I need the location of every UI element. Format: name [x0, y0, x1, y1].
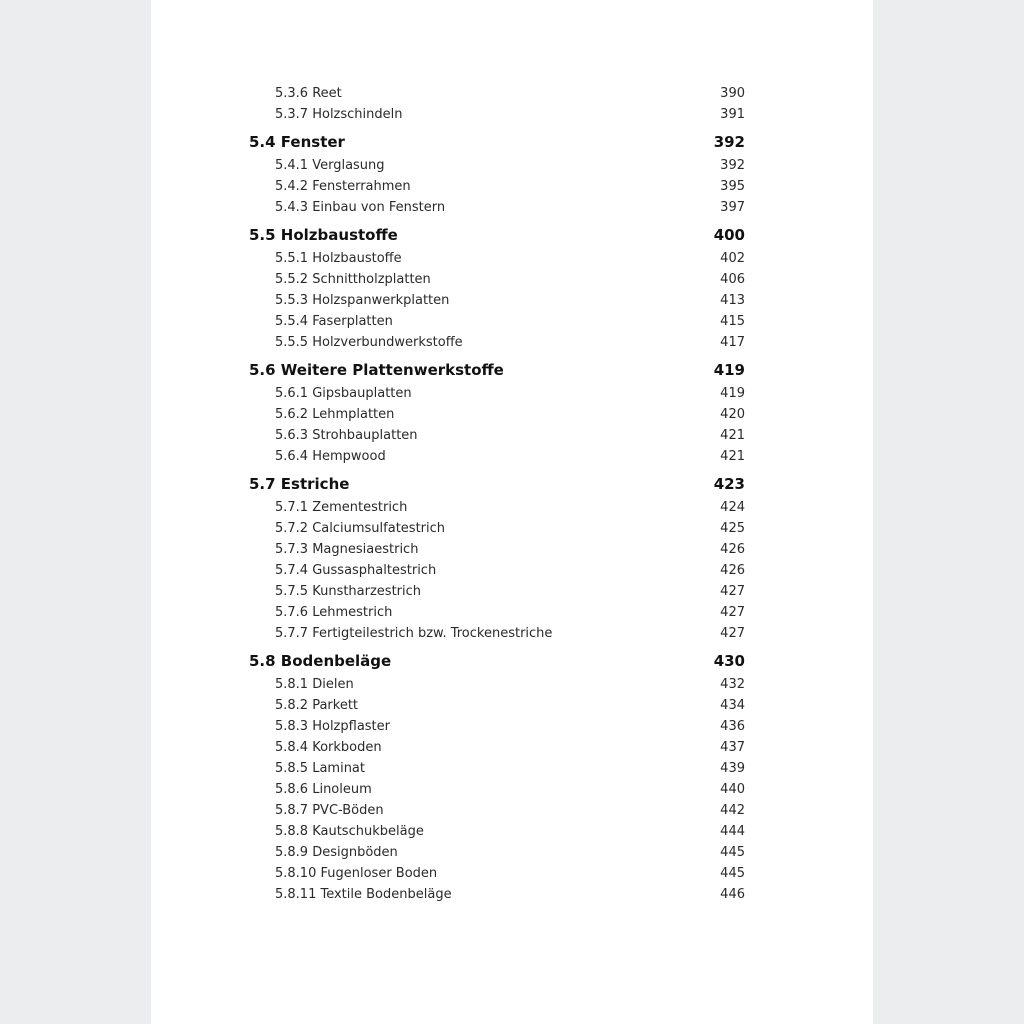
page-number: 436	[720, 719, 745, 734]
toc-entry	[249, 404, 745, 425]
entry-label: 5.8.10 Fugenloser Boden	[275, 866, 438, 881]
toc-section-heading	[249, 472, 745, 496]
entry-label: 5.4.1 Verglasung	[275, 158, 385, 173]
page-number: 427	[720, 626, 745, 641]
page-number: 434	[720, 698, 745, 713]
entry-label: 5.8.9 Designböden	[275, 845, 398, 860]
entry-label: 5.8.1 Dielen	[275, 677, 354, 692]
section-title: 5.6 Weitere Plattenwerkstoffe	[249, 361, 504, 379]
entry-label: 5.6.4 Hempwood	[275, 449, 386, 464]
page-number: 426	[720, 542, 745, 557]
toc-entry	[249, 884, 745, 905]
page-number: 421	[720, 449, 745, 464]
page-number: 439	[720, 761, 745, 776]
toc-entry	[249, 560, 745, 581]
page-number: 413	[720, 293, 745, 308]
entry-label: 5.5.3 Holzspanwerkplatten	[275, 293, 450, 308]
toc-entry	[249, 623, 745, 644]
page-number: 446	[720, 887, 745, 902]
page-number: 395	[720, 179, 745, 194]
entry-label: 5.7.7 Fertigteilestrich bzw. Trockenestriche	[275, 626, 553, 641]
toc-entry	[249, 83, 745, 104]
page-number: 442	[720, 803, 745, 818]
page-number: 421	[720, 428, 745, 443]
toc-entry	[249, 758, 745, 779]
toc-entry	[249, 104, 745, 125]
toc-entry	[249, 779, 745, 800]
entry-label: 5.8.3 Holzpflaster	[275, 719, 390, 734]
entry-label: 5.4.2 Fensterrahmen	[275, 179, 411, 194]
entry-label: 5.8.2 Parkett	[275, 698, 359, 713]
entry-label: 5.5.2 Schnittholzplatten	[275, 272, 431, 287]
page-number: 427	[720, 584, 745, 599]
toc-entry	[249, 197, 745, 218]
toc-entry	[249, 539, 745, 560]
toc-entry	[249, 695, 745, 716]
page-number: 432	[720, 677, 745, 692]
entry-label: 5.5.5 Holzverbundwerkstoffe	[275, 335, 463, 350]
entry-label: 5.3.6 Reet	[275, 86, 342, 101]
toc-entry	[249, 176, 745, 197]
entry-label: 5.8.6 Linoleum	[275, 782, 372, 797]
toc-section-heading	[249, 223, 745, 247]
toc-entry	[249, 581, 745, 602]
toc-entry	[249, 518, 745, 539]
entry-label: 5.7.4 Gussasphaltestrich	[275, 563, 437, 578]
page-number: 427	[720, 605, 745, 620]
toc-entry	[249, 248, 745, 269]
toc-section-heading	[249, 358, 745, 382]
page-number: 400	[713, 226, 745, 244]
toc-entry	[249, 674, 745, 695]
entry-label: 5.8.7 PVC-Böden	[275, 803, 384, 818]
toc-entry	[249, 311, 745, 332]
section-title: 5.5 Holzbaustoffe	[249, 226, 398, 244]
page-number: 430	[713, 652, 745, 670]
page-number: 391	[720, 107, 745, 122]
entry-label: 5.8.8 Kautschukbeläge	[275, 824, 424, 839]
page-number: 420	[720, 407, 745, 422]
entry-label: 5.8.4 Korkboden	[275, 740, 382, 755]
entry-label: 5.6.3 Strohbauplatten	[275, 428, 418, 443]
toc-entry	[249, 383, 745, 404]
page-number: 417	[720, 335, 745, 350]
page-number: 397	[720, 200, 745, 215]
entry-label: 5.8.11 Textile Bodenbeläge	[275, 887, 452, 902]
toc-entry	[249, 155, 745, 176]
section-title: 5.4 Fenster	[249, 133, 345, 151]
page-number: 425	[720, 521, 745, 536]
page-number: 415	[720, 314, 745, 329]
entry-label: 5.6.1 Gipsbauplatten	[275, 386, 412, 401]
page-number: 445	[720, 845, 745, 860]
entry-label: 5.7.3 Magnesiaestrich	[275, 542, 419, 557]
entry-label: 5.7.6 Lehmestrich	[275, 605, 393, 620]
page-number: 402	[720, 251, 745, 266]
entry-label: 5.7.2 Calciumsulfatestrich	[275, 521, 446, 536]
toc-entry	[249, 446, 745, 467]
page-number: 424	[720, 500, 745, 515]
toc-section-heading	[249, 130, 745, 154]
page-number: 423	[713, 475, 745, 493]
toc-entry	[249, 842, 745, 863]
page-number: 437	[720, 740, 745, 755]
toc-entry	[249, 269, 745, 290]
toc-entry	[249, 497, 745, 518]
section-title: 5.7 Estriche	[249, 475, 350, 493]
toc-section-heading	[249, 649, 745, 673]
entry-label: 5.6.2 Lehmplatten	[275, 407, 395, 422]
page-number: 444	[720, 824, 745, 839]
section-title: 5.8 Bodenbeläge	[249, 652, 392, 670]
entry-label: 5.7.5 Kunstharzestrich	[275, 584, 422, 599]
page-number: 440	[720, 782, 745, 797]
toc-entry	[249, 716, 745, 737]
table-of-contents	[249, 83, 745, 905]
toc-entry	[249, 800, 745, 821]
entry-label: 5.5.4 Faserplatten	[275, 314, 393, 329]
entry-label: 5.8.5 Laminat	[275, 761, 365, 776]
toc-entry	[249, 863, 745, 884]
toc-entry	[249, 290, 745, 311]
page-number: 392	[713, 133, 745, 151]
entry-label: 5.7.1 Zementestrich	[275, 500, 408, 515]
toc-entry	[249, 737, 745, 758]
toc-entry	[249, 602, 745, 623]
page-number: 419	[713, 361, 745, 379]
entry-label: 5.4.3 Einbau von Fenstern	[275, 200, 446, 215]
toc-entry	[249, 332, 745, 353]
page-number: 390	[720, 86, 745, 101]
page-number: 426	[720, 563, 745, 578]
page-number: 445	[720, 866, 745, 881]
toc-entry	[249, 425, 745, 446]
page-number: 392	[720, 158, 745, 173]
page-number: 419	[720, 386, 745, 401]
entry-label: 5.5.1 Holzbaustoffe	[275, 251, 402, 266]
entry-label: 5.3.7 Holzschindeln	[275, 107, 403, 122]
document-page	[151, 0, 873, 1024]
toc-entry	[249, 821, 745, 842]
page-number: 406	[720, 272, 745, 287]
